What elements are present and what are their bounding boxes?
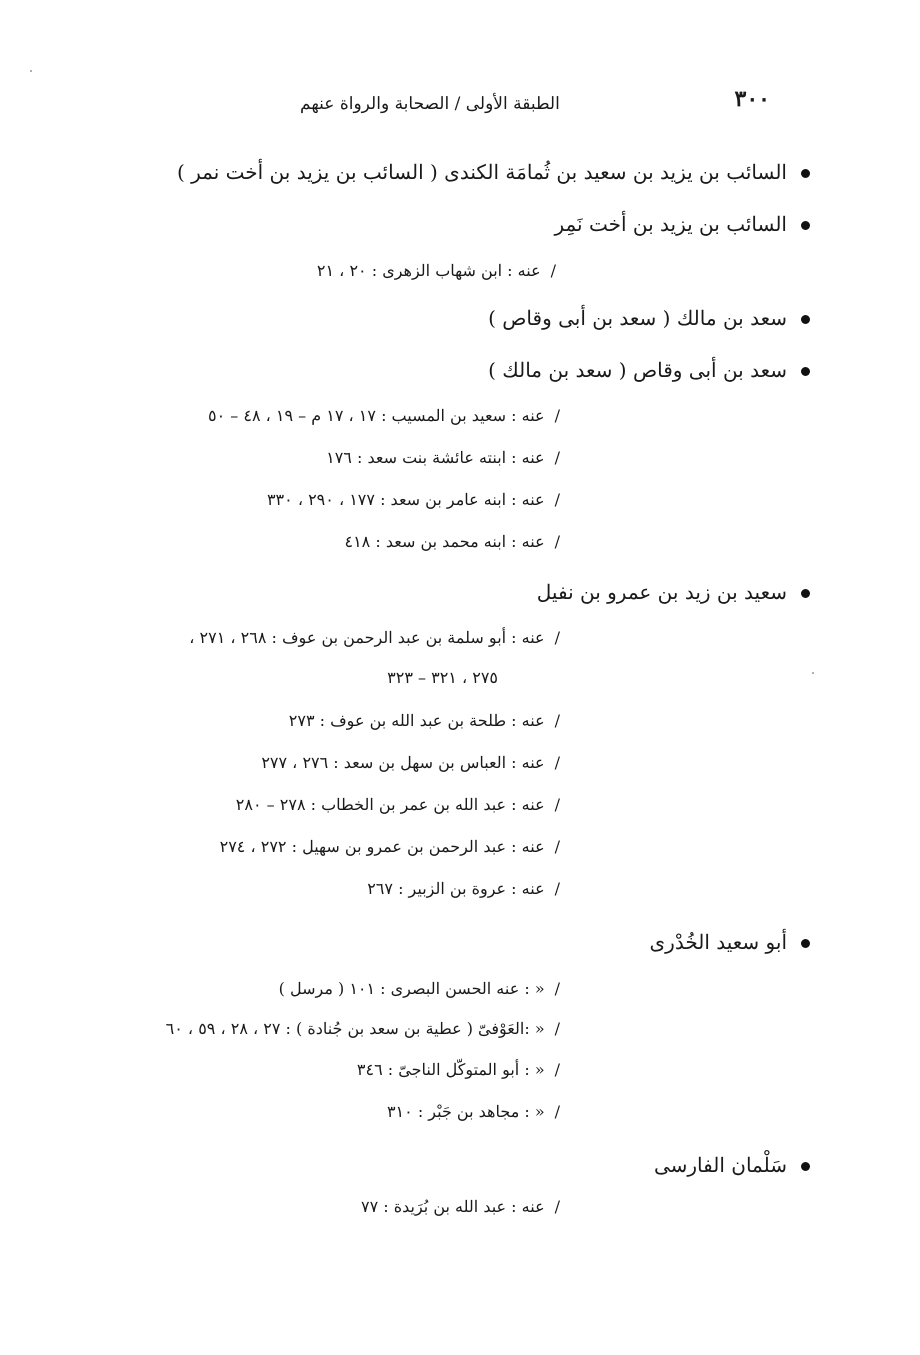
page-number: ٣٠٠ bbox=[734, 86, 770, 112]
entry-heading bbox=[537, 578, 810, 606]
entry-name: سعيد بن زيد بن عمرو بن نفيل bbox=[536, 580, 787, 604]
entry-heading bbox=[554, 210, 810, 238]
slash-mark: / bbox=[554, 979, 560, 998]
narrator-line bbox=[387, 1100, 560, 1124]
narrator-line bbox=[279, 977, 560, 1001]
entry-heading bbox=[654, 1151, 810, 1179]
narrator-line bbox=[344, 530, 560, 554]
narrator-text: « : مجاهد بن جَبْر : ٣١٠ bbox=[386, 1102, 545, 1121]
bullet-icon bbox=[801, 221, 810, 230]
entry-name: سعد بن أبى وقاص ( سعد بن مالك ) bbox=[488, 358, 787, 382]
entry-heading bbox=[488, 356, 810, 384]
bullet-icon bbox=[801, 315, 810, 324]
narrator-text: « : أبو المتوكّل الناجىّ : ٣٤٦ bbox=[356, 1060, 545, 1079]
scan-speck bbox=[812, 672, 814, 674]
slash-mark: / bbox=[554, 1060, 560, 1079]
narrator-text: عنه : ابنه عامر بن سعد : ١٧٧ ، ٢٩٠ ، ٣٣٠ bbox=[266, 490, 545, 509]
bullet-icon bbox=[801, 939, 810, 948]
narrator-line bbox=[261, 751, 560, 775]
entry-name: سَلْمان الفارسى bbox=[653, 1153, 787, 1177]
narrator-line bbox=[317, 259, 556, 283]
narrator-text: عنه : عبد الله بن بُرَيدة : ٧٧ bbox=[360, 1197, 545, 1216]
page-header bbox=[300, 86, 770, 126]
slash-mark: / bbox=[554, 795, 560, 814]
slash-mark: / bbox=[554, 628, 560, 647]
narrator-text: « :العَوْفىّ ( عطية بن سعد بن جُنادة ) : ٢٧ ، ٢٨ ، ٥٩ ، ٦٠ bbox=[165, 1019, 545, 1038]
narrator-text: عنه : سعيد بن المسيب : ١٧ ، ١٧ م – ١٩ ، ٤٨ – ٥٠ bbox=[208, 406, 545, 425]
narrator-text: عنه : أبو سلمة بن عبد الرحمن بن عوف : ٢٦٨ ، ٢٧١ ، bbox=[189, 628, 545, 647]
narrator-line bbox=[289, 709, 560, 733]
entry-name: أبو سعيد الخُدْرى bbox=[649, 930, 787, 954]
slash-mark: / bbox=[554, 711, 560, 730]
narrator-text: عنه : عبد الله بن عمر بن الخطاب : ٢٧٨ – ٢٨٠ bbox=[235, 795, 545, 814]
entry-heading bbox=[488, 304, 810, 332]
narrator-text: عنه : عروة بن الزبير : ٢٦٧ bbox=[367, 879, 545, 898]
entry-heading bbox=[177, 158, 810, 186]
slash-mark: / bbox=[554, 1102, 560, 1121]
slash-mark: / bbox=[554, 879, 560, 898]
narrator-line bbox=[189, 626, 560, 650]
slash-mark: / bbox=[550, 261, 556, 280]
narrator-line bbox=[236, 793, 560, 817]
narrator-line bbox=[357, 1058, 560, 1082]
bullet-icon bbox=[801, 169, 810, 178]
narrator-text: عنه : ابن شهاب الزهرى : ٢٠ ، ٢١ bbox=[316, 261, 541, 280]
slash-mark: / bbox=[554, 532, 560, 551]
slash-mark: / bbox=[554, 406, 560, 425]
narrator-line bbox=[220, 835, 560, 859]
slash-mark: / bbox=[554, 1019, 560, 1038]
narrator-line bbox=[267, 488, 560, 512]
narrator-line bbox=[367, 877, 560, 901]
scan-speck bbox=[30, 70, 32, 72]
narrator-line bbox=[208, 404, 560, 428]
narrator-text: عنه : طلحة بن عبد الله بن عوف : ٢٧٣ bbox=[288, 711, 545, 730]
narrator-text: « : عنه الحسن البصرى : ١٠١ ( مرسل ) bbox=[278, 979, 545, 998]
running-title: الطبقة الأولى / الصحابة والرواة عنهم bbox=[300, 94, 560, 114]
bullet-icon bbox=[801, 589, 810, 598]
slash-mark: / bbox=[554, 837, 560, 856]
narrator-text: عنه : ابنته عائشة بنت سعد : ١٧٦ bbox=[326, 448, 545, 467]
entry-heading bbox=[650, 928, 810, 956]
narrator-continuation: ٢٧٥ ، ٣٢١ – ٣٢٣ bbox=[387, 668, 498, 687]
slash-mark: / bbox=[554, 753, 560, 772]
entry-name: السائب بن يزيد بن أخت نَمِر bbox=[554, 212, 787, 236]
narrator-line bbox=[361, 1195, 560, 1219]
narrator-line bbox=[166, 1017, 560, 1041]
narrator-text: عنه : العباس بن سهل بن سعد : ٢٧٦ ، ٢٧٧ bbox=[261, 753, 545, 772]
narrator-text: عنه : عبد الرحمن بن عمرو بن سهيل : ٢٧٢ ، ٢٧٤ bbox=[219, 837, 545, 856]
slash-mark: / bbox=[554, 1197, 560, 1216]
narrator-text: عنه : ابنه محمد بن سعد : ٤١٨ bbox=[344, 532, 545, 551]
bullet-icon bbox=[801, 367, 810, 376]
slash-mark: / bbox=[554, 490, 560, 509]
slash-mark: / bbox=[554, 448, 560, 467]
entry-name: سعد بن مالك ( سعد بن أبى وقاص ) bbox=[488, 306, 787, 330]
bullet-icon bbox=[801, 1162, 810, 1171]
narrator-line bbox=[326, 446, 560, 470]
entry-name: السائب بن يزيد بن سعيد بن ثُمامَة الكندى ( السائب بن يزيد بن أخت نمر ) bbox=[176, 160, 787, 184]
